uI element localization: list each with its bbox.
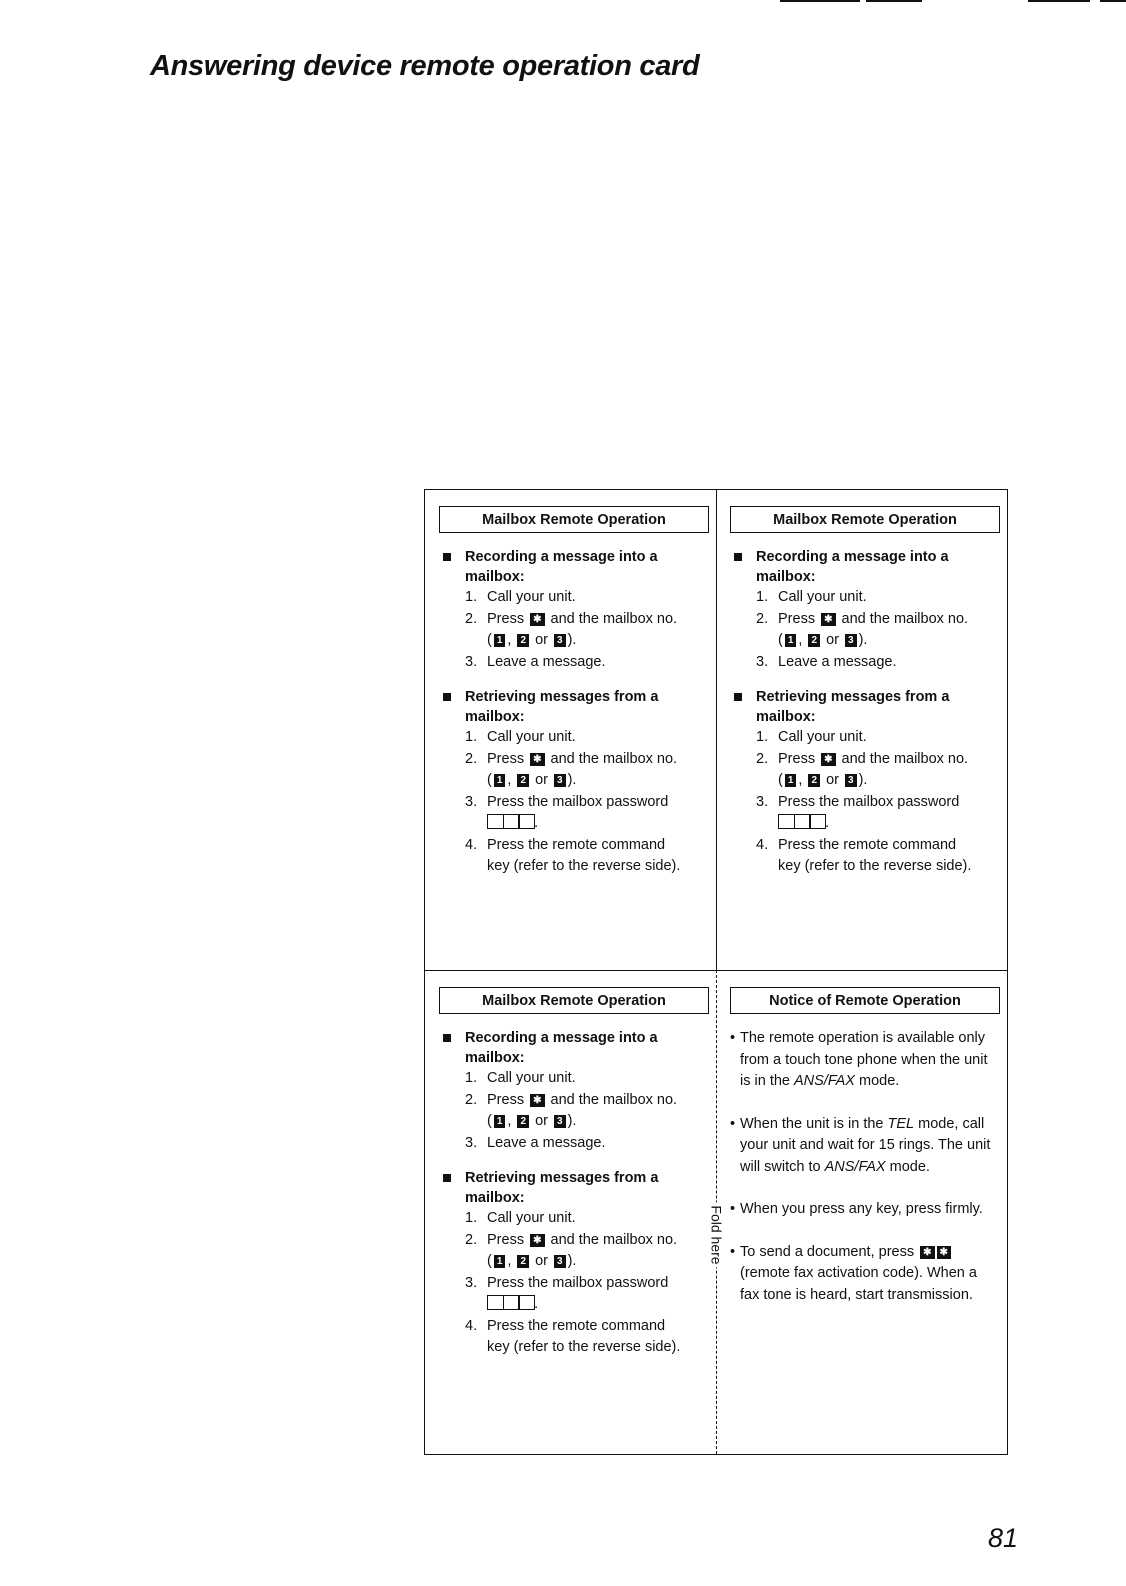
top-rule-2 [866,0,922,2]
step-call: 1. Call your unit. [465,1210,576,1226]
step-press: 2. Press ✱ and the mailbox no. ( 1 , 2 or 3 ). [756,750,969,788]
step-leave: 3. Leave a message. [465,1134,606,1151]
key-1-icon: 1 [494,634,506,647]
section-heading: Recording a message into a mailbox: [439,547,709,587]
step-press: 2. Press ✱ and the mailbox no. ( 1 , 2 or 3 ). [756,610,969,648]
page-title: Answering device remote operation card [150,50,700,82]
step-remote: 4. Press the remote command key (refer to the reverse side). [465,1317,681,1355]
recording-section [439,547,709,673]
key-2-icon: 2 [517,634,529,647]
key-1-icon: 1 [785,774,797,787]
step-leave: 3. Leave a message. [465,653,606,670]
key-3-icon: 3 [554,634,566,647]
key-2-icon: 2 [517,774,529,787]
step-call: 1. Call your unit. [465,1070,576,1086]
step-list [730,727,1000,878]
star-key-icon: ✱ [530,1094,544,1107]
section-heading: Recording a message into a mailbox: [730,547,1000,587]
star-key-icon: ✱ [530,613,544,626]
retrieving-section [730,687,1000,878]
notice-item: • To send a document, press ✱ ✱ (remote fax activation code). When a fax tone is heard, start transmission. [730,1243,977,1303]
star-key-icon: ✱ [530,753,544,766]
key-2-icon: 2 [808,634,820,647]
remote-operation-card [424,489,1008,1455]
key-1-icon: 1 [494,774,506,787]
recording-section [730,547,1000,673]
key-1-icon: 1 [494,1255,506,1268]
step-press: 2. Press ✱ and the mailbox no. ( 1 , 2 or 3 ). [465,750,678,788]
notice-panel [730,987,1000,1327]
vertical-divider [716,490,717,970]
panel-header: Mailbox Remote Operation [730,506,1000,533]
square-bullet-icon [443,1174,451,1182]
key-3-icon: 3 [554,1115,566,1128]
horizontal-divider [425,970,1007,971]
key-2-icon: 2 [517,1255,529,1268]
step-password: 3. Press the mailbox password . [756,793,960,831]
star-key-icon: ✱ [821,753,835,766]
section-heading: Retrieving messages from a mailbox: [439,687,709,727]
section-heading: Retrieving messages from a mailbox: [439,1168,709,1208]
key-1-icon: 1 [785,634,797,647]
step-password: 3. Press the mailbox password . [465,1274,669,1312]
mailbox-panel-top-left [439,506,709,892]
notice-item: • When the unit is in the TEL mode, call your unit and wait for 15 rings. The unit will switch to ANS/FAX mode. [730,1115,991,1175]
section-heading: Retrieving messages from a mailbox: [730,687,1000,727]
key-3-icon: 3 [554,1255,566,1268]
notice-item: • The remote operation is available only from a touch tone phone when the unit is in the ANS/FAX mode. [730,1030,988,1089]
step-remote: 4. Press the remote command key (refer to the reverse side). [756,836,972,874]
top-rule-3 [1028,0,1090,2]
mailbox-panel-top-right [730,506,1000,892]
password-digit-box [809,814,826,829]
password-digit-box [518,814,535,829]
key-3-icon: 3 [845,634,857,647]
star-key-icon: ✱ [821,613,835,626]
star-key-icon: ✱ [937,1246,951,1259]
panel-header: Mailbox Remote Operation [439,987,709,1014]
key-3-icon: 3 [554,774,566,787]
retrieving-section [439,687,709,878]
password-digit-box [778,814,795,829]
step-list [439,1068,709,1154]
mailbox-panel-bottom-left [439,987,709,1373]
square-bullet-icon [443,693,451,701]
step-password: 3. Press the mailbox password . [465,793,669,831]
square-bullet-icon [734,553,742,561]
password-digit-box [487,814,504,829]
square-bullet-icon [443,553,451,561]
step-list [439,587,709,673]
section-heading: Recording a message into a mailbox: [439,1028,709,1068]
step-call: 1. Call your unit. [465,729,576,745]
step-leave: 3. Leave a message. [756,653,897,670]
top-rule-4 [1100,0,1126,2]
password-digit-box [503,1295,520,1310]
star-key-icon: ✱ [530,1234,544,1247]
password-digit-box [503,814,520,829]
step-list [439,1208,709,1359]
square-bullet-icon [443,1034,451,1042]
key-2-icon: 2 [517,1115,529,1128]
fold-label: Fold here [705,1205,729,1265]
step-call: 1. Call your unit. [756,589,867,605]
square-bullet-icon [734,693,742,701]
notice-list [730,1028,1000,1306]
notice-item: • When you press any key, press firmly. [730,1201,983,1217]
panel-header: Mailbox Remote Operation [439,506,709,533]
key-3-icon: 3 [845,774,857,787]
star-key-icon: ✱ [920,1246,934,1259]
step-call: 1. Call your unit. [756,729,867,745]
step-press: 2. Press ✱ and the mailbox no. ( 1 , 2 or 3 ). [465,1231,678,1269]
step-remote: 4. Press the remote command key (refer to the reverse side). [465,836,681,874]
retrieving-section [439,1168,709,1359]
password-digit-box [518,1295,535,1310]
page-number: 81 [987,1523,1018,1553]
key-1-icon: 1 [494,1115,506,1128]
recording-section [439,1028,709,1154]
step-list [439,727,709,878]
step-press: 2. Press ✱ and the mailbox no. ( 1 , 2 or 3 ). [465,1091,678,1129]
password-digit-box [794,814,811,829]
step-call: 1. Call your unit. [465,589,576,605]
password-digit-box [487,1295,504,1310]
key-2-icon: 2 [808,774,820,787]
step-list [730,587,1000,673]
step-press: 2. Press ✱ and the mailbox no. ( 1 , 2 or 3 ). [465,610,678,648]
top-rule-1 [780,0,860,2]
panel-header: Notice of Remote Operation [730,987,1000,1014]
